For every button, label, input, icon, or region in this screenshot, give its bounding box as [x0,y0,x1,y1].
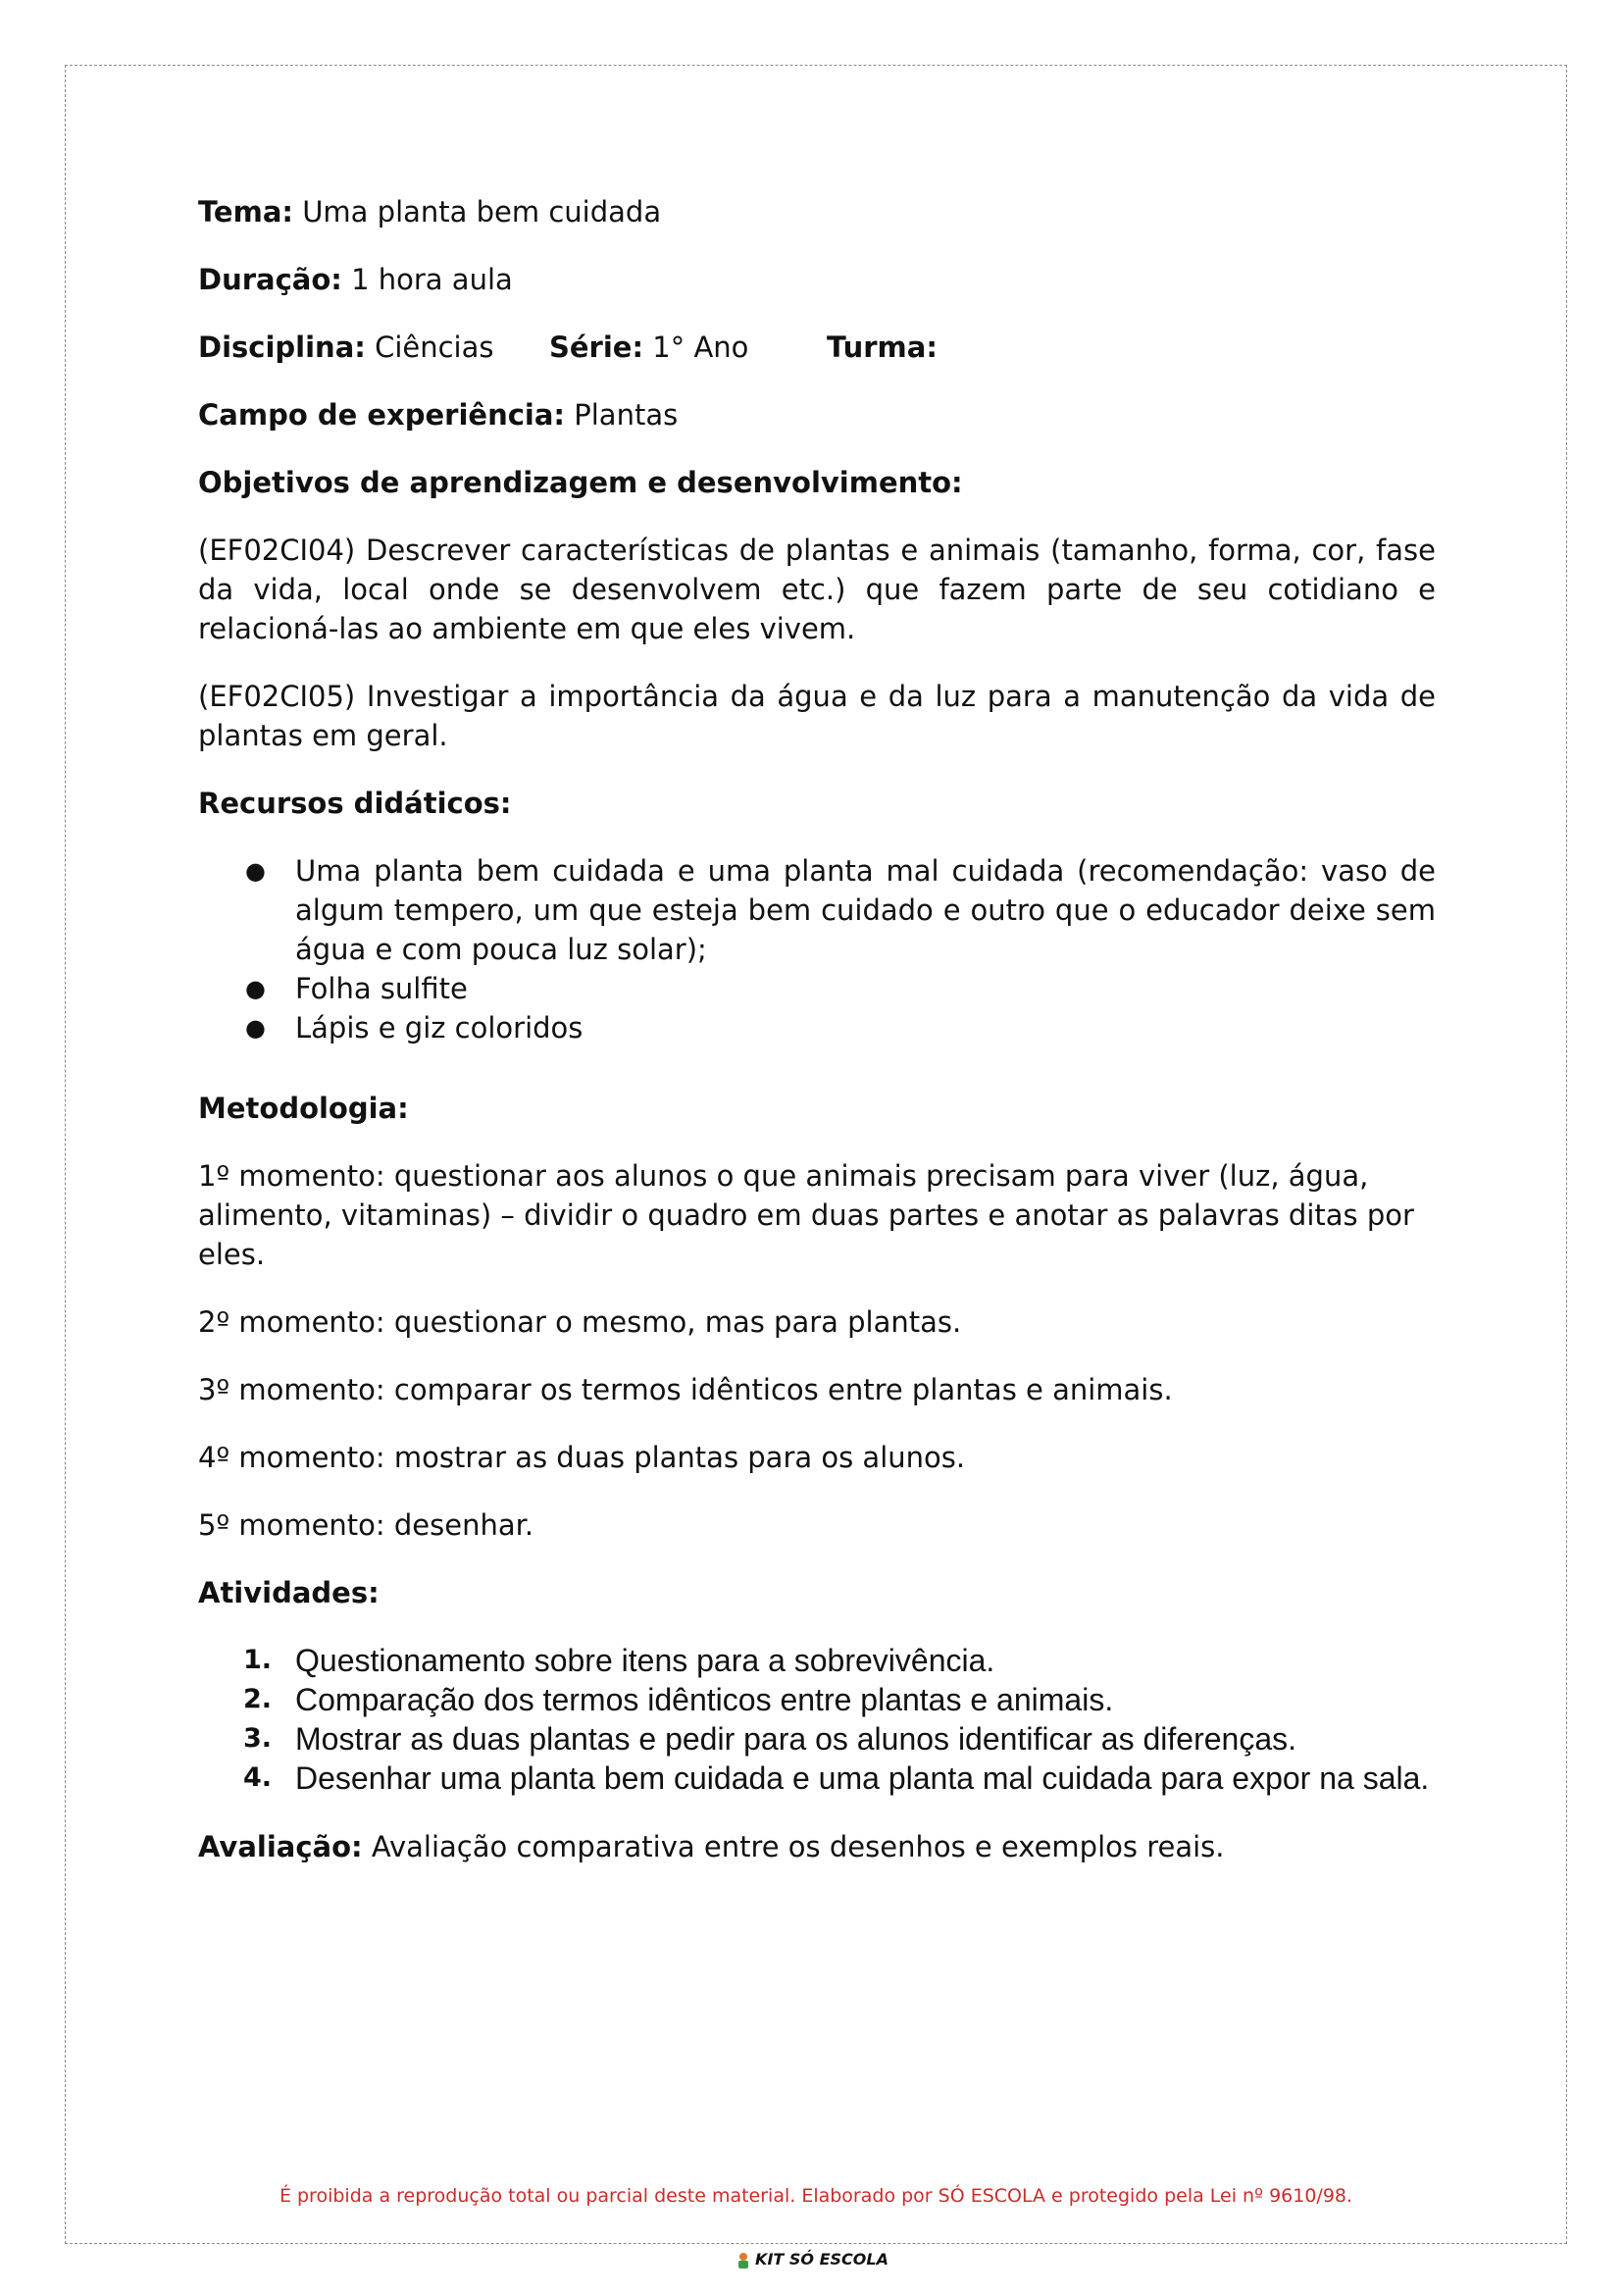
disciplina-label: Disciplina: [198,331,366,364]
copyright-notice: É proibida a reprodução total ou parcial deste material. Elaborado por SÓ ESCOLA e protegido pela Lei nº 9610/98. [279,2185,1353,2207]
avaliacao-line [198,1827,1436,1866]
list-item [198,1641,1436,1680]
disciplina-value: Ciências [375,331,494,364]
list-item-text: Folha sulfite [295,972,468,1005]
serie-label: Série: [549,331,644,364]
list-item-text: Desenhar uma planta bem cuidada e uma planta mal cuidada para expor na sala. [295,1760,1430,1796]
avaliacao-value: Avaliação comparativa entre os desenhos e exemplos reais. [371,1830,1225,1863]
tema-value: Uma planta bem cuidada [302,195,662,229]
momento-5: 5º momento: desenhar. [198,1508,534,1542]
list-item-number: 2. [243,1684,273,1714]
atividades-heading: Atividades: [198,1576,380,1609]
avaliacao-label: Avaliação: [198,1830,363,1863]
list-item [198,1719,1436,1759]
momento-4: 4º momento: mostrar as duas plantas para os alunos. [198,1441,966,1474]
list-item-text: Comparação dos termos idênticos entre plantas e animais. [295,1682,1114,1717]
objetivo-ef02ci05: (EF02CI05) Investigar a importância da água e da luz para a manutenção da vida de plantas em geral. [198,680,1436,752]
list-item-number: 1. [243,1645,273,1675]
campo-label: Campo de experiência: [198,398,566,432]
list-item-number: 3. [243,1723,273,1754]
metodologia-heading: Metodologia: [198,1092,409,1125]
serie-value: 1° Ano [652,331,749,364]
momento-3: 3º momento: comparar os termos idênticos entre plantas e animais. [198,1373,1173,1406]
momento-2: 2º momento: questionar o mesmo, mas para plantas. [198,1305,962,1339]
list-item-text: Uma planta bem cuidada e uma planta mal cuidada (recomendação: vaso de algum tempero, um que esteja bem cuidado e outro que o educador deixe sem água e com pouca luz solar); [295,854,1436,966]
list-item [198,1759,1436,1798]
list-item [198,851,1436,969]
brand-name: KIT SÓ ESCOLA [755,2250,888,2269]
lesson-plan [198,192,1436,1866]
objetivos-heading: Objetivos de aprendizagem e desenvolvimento: [198,466,963,499]
momento-1: 1º momento: questionar aos alunos o que animais precisam para viver (luz, água, alimento, vitaminas) – dividir o quadro em duas partes e anotar as palavras ditas por eles. [198,1159,1414,1271]
duracao-value: 1 hora aula [351,263,513,296]
duracao-line [198,260,1436,299]
list-item [198,1008,1436,1047]
list-item-text: Mostrar as duas plantas e pedir para os alunos identificar as diferenças. [295,1721,1296,1757]
turma-label: Turma: [827,331,938,364]
list-item [198,1680,1436,1719]
list-item-number: 4. [243,1762,273,1793]
recursos-heading: Recursos didáticos: [198,787,512,820]
recursos-list [198,851,1436,1047]
brand-logo-icon [736,2252,751,2269]
duracao-label: Duração: [198,263,342,296]
campo-line [198,395,1436,434]
disciplina-line [198,328,1436,367]
campo-value: Plantas [574,398,679,432]
objetivo-ef02ci04: (EF02CI04) Descrever características de plantas e animais (tamanho, forma, cor, fase da vida, local onde se desenvolvem etc.) que fazem parte de seu cotidiano e relacioná-las ao ambiente em que eles vivem. [198,534,1436,645]
brand-footer [0,2250,1624,2269]
tema-line [198,192,1436,231]
atividades-list [198,1641,1436,1798]
list-item [198,969,1436,1008]
list-item-text: Lápis e giz coloridos [295,1011,584,1045]
list-item-text: Questionamento sobre itens para a sobrevivência. [295,1643,995,1678]
tema-label: Tema: [198,195,293,229]
